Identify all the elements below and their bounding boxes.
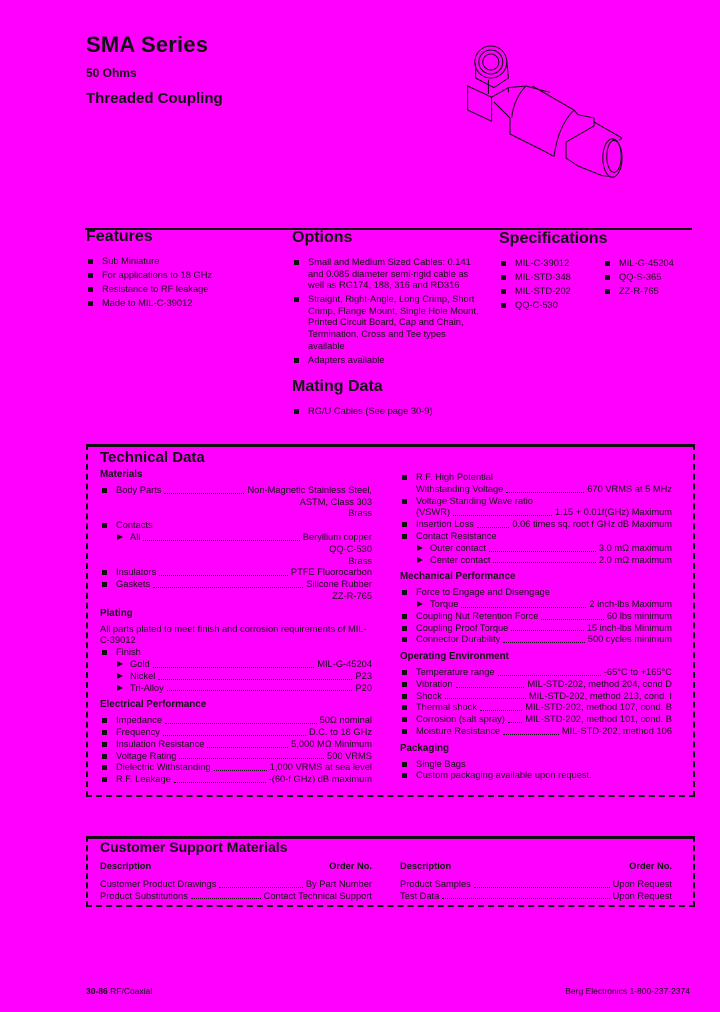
list-item: ZZ-R-765 (603, 286, 674, 298)
spec-row (400, 667, 672, 679)
spec-row (400, 519, 672, 531)
list-item: MIL-G-45204 (603, 258, 674, 270)
dot-leader (174, 782, 266, 783)
item-label: Product Samples (400, 878, 471, 889)
dot-leader (163, 735, 306, 736)
technical-data-heading: Technical Data (100, 449, 205, 466)
square-bullet-icon (402, 499, 407, 504)
item-label: Center contact (430, 554, 491, 565)
page-number: 30-86 (86, 986, 108, 996)
spec-row (100, 659, 372, 671)
item-value: 60 lbs minimum (606, 610, 672, 621)
item-label: Coupling Proof Torque (416, 622, 509, 633)
list-item: Made to MIL-C-39012 (86, 298, 276, 310)
item-value: MIL-STD-202, method 213, cond. I (528, 690, 672, 701)
specifications-list-1 (499, 258, 603, 314)
leader-line (116, 567, 372, 579)
dot-leader (207, 747, 288, 748)
item-value: MIL-STD-202, method 101, cond. B (525, 714, 672, 725)
square-bullet-icon (102, 523, 107, 528)
item-label: Insulators (116, 567, 157, 578)
item-label: All (130, 531, 141, 542)
description-header: Description (100, 861, 152, 871)
item-label: Outer contact (430, 542, 486, 553)
spec-row (400, 634, 672, 646)
list-item: Resistance to RF leakage (86, 284, 276, 296)
item-label: Moisture Resistance (416, 725, 501, 736)
item-label: Gaskets (116, 579, 151, 590)
item-label: Product Substitutions (100, 890, 188, 901)
item-value: 1,000 VRMS at sea level (269, 762, 372, 773)
footer-left (86, 986, 152, 996)
item-value: 2 inch-lbs Maximum (589, 598, 672, 609)
leader-line (416, 702, 672, 714)
square-bullet-icon (102, 582, 107, 587)
item-value: Upon Request (612, 878, 672, 889)
item-label: Insertion Loss (416, 519, 474, 530)
mating-section (292, 378, 482, 420)
spec-row (100, 727, 372, 739)
item-label: Custom packaging available upon request. (416, 770, 592, 781)
dot-leader (143, 540, 299, 541)
square-bullet-icon (402, 729, 407, 734)
item-value-continued: QQ-C-530 (329, 543, 372, 554)
square-bullet-icon (102, 488, 107, 493)
list-item: MIL-C-39012 (499, 258, 603, 270)
specifications-section (499, 230, 699, 314)
spec-row (400, 599, 672, 611)
list-item: Sub Miniature (86, 256, 276, 268)
spec-row (400, 759, 672, 771)
square-bullet-icon (402, 590, 407, 595)
leader-line (416, 726, 672, 738)
item-value: 3.0 mΩ maximum (598, 542, 672, 553)
list-item: MIL-STD-348 (499, 272, 603, 284)
arrow-bullet-icon (117, 534, 123, 540)
technical-data-box (86, 444, 695, 797)
coupling-subtitle: Threaded Coupling (86, 90, 223, 107)
mating-heading: Mating Data (292, 378, 383, 395)
section-heading: Materials (100, 469, 143, 480)
leader-line (416, 611, 672, 623)
item-label: Force to Engage and Disengage (416, 587, 550, 598)
order-no-header: Order No. (329, 861, 372, 871)
leader-line (416, 691, 672, 703)
item-value: Beryllium copper (302, 531, 372, 542)
dot-leader (165, 723, 317, 724)
spec-row (100, 683, 372, 695)
spec-row (100, 520, 372, 532)
item-label: Frequency (116, 726, 160, 737)
dot-leader (219, 887, 303, 888)
leader-line (430, 555, 672, 567)
leader-line (400, 879, 672, 891)
list-item: Adapters available (292, 355, 482, 367)
dot-leader (541, 619, 603, 620)
spec-row (100, 774, 372, 786)
item-label: Voltage Standing Wave ratio (416, 495, 533, 506)
dot-leader (179, 758, 324, 759)
arrow-bullet-icon (117, 661, 123, 667)
leader-line (130, 683, 372, 695)
item-label: Shock (416, 690, 442, 701)
leader-line (416, 634, 672, 646)
leader-line (116, 739, 372, 751)
item-value: P23 (355, 670, 372, 681)
spec-row (400, 611, 672, 623)
leader-line (116, 774, 372, 786)
footer-section: RF/Coaxial (110, 986, 153, 996)
item-value: 15 inch-lbs Minimum (586, 622, 672, 633)
dot-leader (508, 722, 522, 723)
dot-leader (477, 527, 509, 528)
item-label: (VSWR) (416, 507, 451, 518)
item-label: Voltage Rating (116, 750, 177, 761)
spec-row (400, 702, 672, 714)
dot-leader (445, 698, 526, 699)
section-heading: Mechanical Performance (400, 571, 516, 583)
leader-line (430, 543, 672, 555)
item-label: Withstanding Voltage (416, 483, 504, 494)
arrow-bullet-icon (417, 557, 423, 563)
item-value: MIL-STD-202, method 106 (561, 725, 672, 736)
arrow-bullet-icon (117, 685, 123, 691)
leader-line (116, 579, 372, 591)
item-label: Test Data (400, 890, 440, 901)
leader-line (416, 484, 672, 496)
item-label: R.F. Leakage (116, 774, 171, 785)
dot-leader (474, 887, 610, 888)
spec-row (400, 587, 672, 599)
spec-row (400, 531, 672, 543)
item-label: Impedance (116, 715, 162, 726)
square-bullet-icon (102, 754, 107, 759)
item-value: Upon Request (612, 890, 672, 901)
section-heading: Plating (100, 607, 133, 619)
leader-line (416, 507, 672, 519)
spec-row (100, 762, 372, 774)
dot-leader (461, 607, 586, 608)
item-label: Nickel (130, 670, 156, 681)
item-label: Vibration (416, 678, 453, 689)
list-item: MIL-STD-202 (499, 286, 603, 298)
spec-row (400, 496, 672, 520)
specifications-heading: Specifications (499, 230, 608, 247)
square-bullet-icon (102, 730, 107, 735)
section-heading: Electrical Performance (100, 699, 207, 711)
item-value-continued: Brass (348, 508, 372, 519)
specifications-list-2 (603, 258, 674, 314)
leader-line (116, 727, 372, 739)
item-value: 500 VRMS (327, 750, 372, 761)
leader-line (416, 679, 672, 691)
item-value: 5,000 MΩ Minimum (291, 738, 372, 749)
square-bullet-icon (402, 717, 407, 722)
square-bullet-icon (102, 650, 107, 655)
spec-row (400, 679, 672, 691)
square-bullet-icon (402, 637, 407, 642)
options-section (292, 229, 482, 369)
impedance-subtitle: 50 Ohms (86, 66, 137, 80)
leader-line (116, 485, 372, 497)
leader-line (100, 879, 372, 891)
square-bullet-icon (102, 742, 107, 747)
dot-leader (503, 734, 559, 735)
customer-support-col-1 (100, 857, 372, 902)
square-bullet-icon (402, 773, 407, 778)
square-bullet-icon (402, 475, 407, 480)
list-item: Small and Medium Sized Cables: 0.141 and 0.085 diameter semi-rigid cable as well as RG174, 188, 316 and RD316 (292, 257, 482, 292)
item-value: 1.15 + 0.01f(GHz) Maximum (554, 507, 672, 518)
dot-leader (489, 551, 596, 552)
item-value-continued: Brass (348, 555, 372, 566)
item-value: D.C. to 18 GHz (308, 726, 372, 737)
square-bullet-icon (102, 718, 107, 723)
item-label: Thermal shock (416, 702, 477, 713)
leader-line (130, 659, 372, 671)
spec-row (400, 691, 672, 703)
arrow-bullet-icon (117, 673, 123, 679)
list-item: QQ-S-365 (603, 272, 674, 284)
item-label: Corrosion (salt spray) (416, 714, 505, 725)
item-value: 0.06 times sq. root f GHz dB Maximum (512, 519, 672, 530)
item-label: R.F. High Potential (416, 472, 493, 482)
square-bullet-icon (402, 694, 407, 699)
section-heading: Packaging (400, 742, 450, 754)
item-value: 670 VRMS at 5 MHz (587, 483, 672, 494)
spec-row (400, 714, 672, 726)
square-bullet-icon (402, 614, 407, 619)
dot-leader (480, 710, 522, 711)
section-paragraph: All parts plated to meet finish and corrosion requirements of MIL-C-39012 (100, 623, 367, 646)
item-label: Tri-Alloy (130, 682, 164, 693)
options-heading: Options (292, 229, 353, 246)
item-label: Insulation Resistance (116, 738, 205, 749)
item-label: Torque (430, 598, 459, 609)
item-value: -65°C to +165°C (603, 666, 672, 677)
dot-leader (164, 493, 244, 494)
description-header: Description (400, 861, 452, 871)
options-list (292, 257, 482, 366)
dot-leader (159, 575, 288, 576)
item-value: Contact Technical Support (263, 890, 372, 901)
features-heading: Features (86, 228, 153, 245)
leader-line (116, 762, 372, 774)
list-item: RG/U Cables (See page 30-9) (292, 406, 482, 418)
dot-leader (214, 770, 267, 771)
spec-row (100, 532, 372, 567)
square-bullet-icon (102, 570, 107, 575)
customer-support-heading: Customer Support Materials (100, 839, 288, 855)
spec-row (400, 726, 672, 738)
spec-row (400, 555, 672, 567)
leader-line (416, 519, 672, 531)
spec-row (400, 623, 672, 635)
spec-row (100, 671, 372, 683)
item-label: Coupling Nut Retention Force (416, 610, 539, 621)
arrow-bullet-icon (417, 601, 423, 607)
square-bullet-icon (402, 682, 407, 687)
item-value: By Part Number (305, 878, 372, 889)
spec-row (100, 751, 372, 763)
square-bullet-icon (102, 765, 107, 770)
features-list (86, 256, 276, 310)
order-no-header: Order No. (629, 861, 672, 871)
dot-leader (153, 667, 315, 668)
dot-leader (493, 562, 595, 563)
item-value: 2.0 mΩ maximum (598, 554, 672, 565)
mating-list (292, 406, 482, 418)
square-bullet-icon (402, 534, 407, 539)
dot-leader (503, 642, 585, 643)
item-label: Single Bags (416, 758, 466, 769)
dot-leader (442, 898, 609, 899)
spec-row (100, 715, 372, 727)
leader-line (416, 623, 672, 635)
customer-support-col-2 (400, 857, 672, 902)
item-label: Temperature range (416, 666, 495, 677)
spec-row (100, 739, 372, 751)
item-value: 50Ω nominal (319, 715, 372, 726)
leader-line (430, 599, 672, 611)
column-headers (100, 861, 372, 873)
leader-line (416, 714, 672, 726)
item-value: 500 cycles minimum (587, 634, 672, 645)
leader-line (130, 671, 372, 683)
spec-row (400, 770, 672, 782)
footer-company: Berg Electronics 1-800-237-2374 (565, 986, 690, 996)
leader-line (400, 891, 672, 903)
spec-row (100, 647, 372, 659)
item-value: MIL-G-45204 (317, 658, 372, 669)
section-heading: Operating Environment (400, 651, 509, 663)
customer-support-box (86, 836, 695, 907)
list-item: Straight, Right-Angle, Long Crimp, Short Crimp, Flange Mount, Single Hole Mount, Printed Circuit Board, Cap and Chain, Termination, Cross and Tee types available (292, 294, 482, 352)
square-bullet-icon (402, 670, 407, 675)
dot-leader (167, 690, 353, 691)
page-title: SMA Series (86, 32, 209, 57)
item-value-continued: ZZ-R-765 (332, 590, 372, 601)
item-label: Customer Product Drawings (100, 878, 217, 889)
item-label: Gold (130, 658, 150, 669)
sma-connector-icon (440, 38, 660, 198)
features-section (86, 228, 276, 312)
arrow-bullet-icon (417, 545, 423, 551)
item-value: Non-Magnetic Stainless Steel, (247, 484, 372, 495)
dot-leader (191, 898, 261, 899)
square-bullet-icon (402, 522, 407, 527)
page-header (86, 32, 223, 107)
square-bullet-icon (402, 626, 407, 631)
spec-row (100, 579, 372, 603)
spec-row (100, 567, 372, 579)
item-label: Connector Durability (416, 634, 501, 645)
leader-line (100, 891, 372, 903)
dot-leader (158, 679, 352, 680)
item-label: Dielectric Withstanding (116, 762, 211, 773)
column-headers (400, 861, 672, 873)
spec-row (400, 543, 672, 555)
list-item: QQ-C-530 (499, 300, 603, 312)
item-value: P20 (355, 682, 372, 693)
item-label: Finish (116, 647, 141, 658)
item-value: PTFE Fluorocarbon (290, 567, 372, 578)
dot-leader (456, 687, 525, 688)
leader-line (116, 715, 372, 727)
leader-line (416, 667, 672, 679)
dot-leader (153, 587, 303, 588)
leader-line (116, 751, 372, 763)
item-value: -(60-f GHz) dB maximum (268, 774, 372, 785)
square-bullet-icon (402, 705, 407, 710)
item-value: MIL-STD-202, method 204, cond D (527, 678, 672, 689)
square-bullet-icon (102, 777, 107, 782)
technical-right-column (400, 472, 672, 782)
dot-leader (453, 515, 552, 516)
item-value: MIL-STD-202, method 107, cond. B (525, 702, 672, 713)
dot-leader (511, 630, 583, 631)
item-value-continued: ASTM, Class 303 (299, 496, 372, 507)
item-label: Body Parts (116, 484, 162, 495)
list-item: For applications to 18 GHz (86, 270, 276, 282)
spec-row (100, 485, 372, 520)
leader-line (130, 532, 372, 544)
dot-leader (498, 675, 601, 676)
item-value: Silicone Rubber (306, 579, 372, 590)
spec-row (400, 472, 672, 496)
technical-left-column (100, 464, 372, 786)
item-label: Contacts (116, 520, 153, 531)
square-bullet-icon (402, 762, 407, 767)
dot-leader (506, 492, 584, 493)
item-label: Contact Resistance (416, 530, 497, 541)
